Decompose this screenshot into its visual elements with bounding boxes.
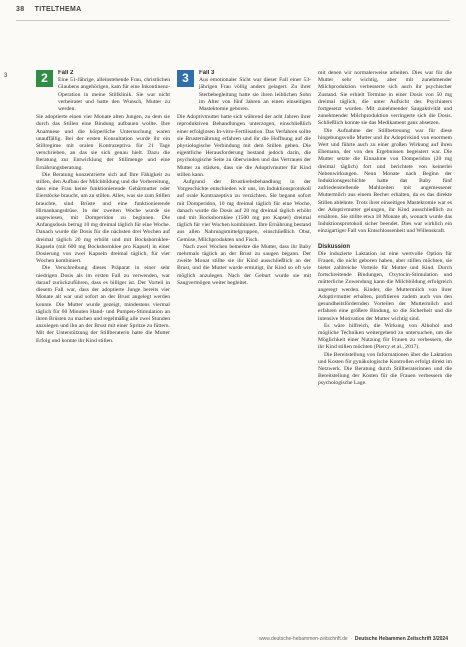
discussion-paragraph: Die induzierte Laktation ist eine wertvolle Option für Frauen, die nicht geboren haben, aber stillen möchten, sie bietet zahlreiche Vorteile für Mutter und Kind. Durch fortschreitende Bindungen, Oxytocin-Stimulation und mütterliche Zuwendung kann die Milchbildung erfolgreich angeregt werden. Kinder, die Muttermilch von ihrer Adoptivmutter erhalten, profitieren zudem auch von den gesundheitsfördernden Vorteilen der Muttermilch und erfahren eine größere Bindung, so die Sicherheit und die intensive Motivation der Mutter wichtig sind. [318,250,452,322]
case-2-paragraph: Die Verschreibung dieses Präparat in einer sehr niedrigen Dosis als im ersten Fall zu verwenden, war darauf zurückzuführen, dass es billiger ist. Der Vorteil in diesem Fall war, dass der adoptierte Junge bereits vier Monate alt war und sofort an der Brust angelegt werden konnte. Die Mutter wurde gezeigt, mindestens viermal täglich für 60 Minuten Hand- und Pumpen-Stimulation an ihren Brüsten zu machen und regelmäßig alle zwei Stunden anzulegen und ihn an der Brust mit einer Spritze zu füttern. Mit der Unterstützung der Stillberaterin hatte die Mutter Erfolg und konnte ihr Kind stillen. [36,265,170,344]
body-paragraph: mit denen wir normalerweise arbeiten. Dies war für die Mutter sehr wichtig, aber mit zunehmender Milchproduktion verbesserte sich auch ihr psychischer Zustand. Sie erhielt Termine in einer Dosis von 50 mg dreimal täglich, die unter Aufsicht des Psychiaters fortgesetzt wurden. Mit zunehmender Saugaktivität und zunehmender Milchproduktion verringerte sich die Dosis. Schließlich konnte sie das Medikament ganz absetzen. [318,70,452,127]
column-case-3 [177,70,311,625]
body-paragraph: Die Aufnahme der Stillbetreuung war für diese hingebungsvolle Mutter und ihr Adoptivkind von enormem Wert und führte auch zu einer großen Wirkung auf ihren Ehemann, der von den Ergebnissen begeistert war. Die Mutter setzte die Einnahme von Domperidon (20 mg dreimal täglich) fort und berichtete von keinerlei Nebenwirkungen. Neun Monate nach Beginn der Induktionsgeschichte hatte das Baby fünf zufriedenstellende Mahlzeiten mit angemessener Muttermilch aus einem Becher erhalten, da es das direkte Stillen ablehnte. Trotz ihrer einseitigen Mastektomie war es der Adoptivmutter gelungen, ihr Kind ausschließlich zu ernähren. Sie stillte etwa 18 Monate ab, wonach wurde das Induktionsprotokoll sicher beendet. Dies war wirklich ein einzigartiger Fall von Entschlossenheit und Willenskraft. [318,127,452,235]
case-3-header [177,70,311,113]
discussion-paragraph: Es wäre hilfreich, die Wirkung von Alkohol und mögliche Techniken weitergehend zu untersuchen, um die Möglichkeit einer Nutzung für Frauen zu verbessern, die ihr Kind stillen möchten (Piercy et al., 2017). [318,322,452,351]
margin-mark: 3 [4,73,8,79]
case-3-title: Fall 3 [199,70,215,76]
section-label: TITELTHEMA [34,6,82,13]
case-3-paragraph: Nach zwei Wochen bemerkte die Mutter, dass ihr Baby mehrmals täglich an der Brust zu saugen begann. Der zweite Monat stillte sie ihr Kind ausschließlich an der Brust, und die Mutter wurde ermutigt, ihr Kind so oft wie möglich anzulegen. Nach der Geburt wurde sie mit Saugvermögen weiter begleitet. [177,243,311,286]
footer-issue: Deutsche Hebammen Zeitschrift 3/2024 [354,636,448,642]
page-number: 38 [16,6,25,13]
case-2-badge: 2 [36,70,53,87]
footer-journal: www.deutsche-hebammen-zeitschrift.de [259,636,348,642]
case-3-intro: Aus emotionaler Sicht war dieser Fall einer 53-jährigen Frau völlig anders gelagert. Zu ihrer Sterbebegleitung hatte sie ihren leiblichen Sohn im Alter von fünf Jahren an einen einseitigen Mastektomie geboren. [199,77,311,113]
discussion-heading: Diskussion [318,243,351,250]
case-3-paragraph: Die Adoptivmutter hatte sich während der acht Jahren ihrer reproduktiven Behandlungen unterzogen, einschließlich einer erfolglosen In-vitro-Fertilisation. Das Verfahren sollte sie Brusternährung erfahren und ihr die Hoffnung auf die physiologische Verbindung mit dem Stillen geben. Die eigentliche Herausforderung bestand jedoch darin, die psychologische Seite zu überwinden und das Vertrauen der Mutter zu stärken, dass sie die Adoptivmutter für Kind stillen kann. [177,114,311,178]
page-header [16,6,450,21]
case-3-paragraph: Aufgrund der Brustkrebsbehandlung in der Vorgeschichte entschieden wir uns, im Induktionsprotokoll auf orale Kontrazeptiva zu verzichten. Sie begann sofort mit Domperidon, 10 mg dreimal täglich für eine Woche, danach wurde die Dosis auf 20 mg dreimal täglich erhöht und mit Bockshornklee (1500 mg pro Kapsel) dreimal täglich für vier Wochen kombiniert. Ihre Ernährung bestand aus allen Nahrungsmittelgruppen, einschließlich Obst, Gemüse, Milchprodukten und Fisch. [177,179,311,243]
column-discussion [318,70,452,625]
column-case-2 [36,70,170,625]
case-2-paragraph: Die Beratung konzentrierte sich auf Ihre Fähigkeit zu stillen, den Aufbau der Milchbildung und die Vorbereitung, dass eine Frau keine funktionierende Gebärmutter oder Eierstöcke braucht, um zu stillen. Alles, was sie zum Stillen brauchte, sind Brüste und eine funktionierende Hirnanhangsdrüse. In der zweiten Woche wurde sie angewiesen, mit Domperidon zu beginnen. Die Anfangsdosis betrug 10 mg dreimal täglich für eine Woche. Danach wurde die Dosis für die nächsten drei Wochen auf dreimal täglich 20 mg erhöht und mit Bockshornklee-Kapseln (mit 600 mg Bockshornklee pro Kapsel) in einer Dosierung von zwei Kapseln dreimal täglich, für vier Wochen kombiniert. [36,171,170,265]
case-2-intro: Eine 51-Jährige, alleinstehende Frau, christlichen Glaubens angehörigen, kam für eine Inkontinenz-Operation in meine Stillklinik. Sie war nicht verheiratet und hatte den Wunsch, Mutter zu werden. [58,77,170,113]
case-2-title: Fall 2 [58,70,74,76]
page-footer: www.deutsche-hebammen-zeitschrift.de · Deutsche Hebammen Zeitschrift 3/2024 [259,636,448,642]
case-3-badge: 3 [177,70,194,87]
discussion-paragraph: Die Bereitstellung von Informationen über die Laktation und Kosten für gynäkologische Kontrollen erfolgt direkt im Netzwerk. Die Beratung durch Stillberaterinnen und die Bereitstellung der Kosten für die Frauen verbessern die psychologische Lage. [318,351,452,387]
case-2-paragraph: Sie adoptierte einen vier Monate alten Jungen, zu dem sie durch das Stillen eine Bindung aufbauen wollte. Ihre Anamnese und die körperliche Untersuchung waren unauffällig. Bei der ersten Konsultation wurde ihr ein Stillregime mit oralen Kontrazeptiva für 21 Tage verschrieben, an das sie sich genau hielt. Dazu die Beratung zur Entwicklung der Stillmenge und eine Ernährungsberatung. [36,114,170,171]
case-2-header [36,70,170,113]
